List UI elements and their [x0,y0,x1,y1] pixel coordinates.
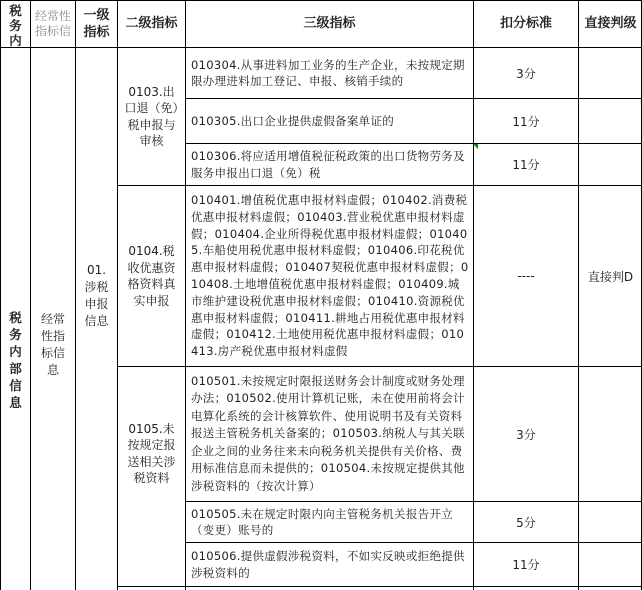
direct-row-010306 [579,144,642,185]
vline-2 [75,0,76,590]
header-col6: 直接判级 [584,16,637,31]
l3-row-010501: 010501.未按规定时限报送财务会计制度或财务处理办法；010502.使用计算机记账，未在使用前将会计电算化系统的会计核算软件、使用说明书及有关资料报送主管税务机关备案的；010503.纳税人与其关联企业之间的业务往来未向税务机关提供有关价格、费用标准信息而未提供的；010504.未按规定提供其他涉税资料的（按次计算） [191,373,465,493]
deduct-row-010505: 5分 [516,515,536,530]
vline-6 [578,0,579,590]
deduct-row-010306: 11分 [512,158,540,172]
vline-5 [473,0,474,590]
level2-cell-0105: 0105.未按规定报送相关涉税资料 [127,421,176,485]
vline-4 [185,0,186,590]
header-col4: 三级指标 [303,16,356,31]
hline-r1 [185,98,642,99]
hline-r2 [185,143,642,144]
l3-row-010506: 010506.提供虚假涉税资料，不如实反映或拒绝提供涉税资料的 [191,549,465,580]
hline-r7 [117,586,642,587]
vline-1 [30,0,31,590]
group-cell [31,48,75,590]
hline-r5 [185,501,642,502]
hline-r4 [117,366,642,367]
category-label: 税务内部信息 [9,310,22,410]
deduct-row-010305: 11分 [512,114,540,129]
header-col1: 经常性指标信 [34,9,71,38]
direct-row-010505 [579,502,642,542]
level1-label: 01.涉税申报信息 [84,263,109,328]
direct-row-010304 [579,48,642,98]
l3-row-010305: 010305.出口企业提供虚假备案单证的 [191,113,395,128]
deduct-row-010501: 3分 [516,427,536,442]
deduct-row-010506: 11分 [512,558,540,572]
deduct-row-0104: ---- [517,269,535,283]
direct-row-010506 [579,543,642,586]
hline-header [0,47,642,48]
comment-marker [473,144,478,149]
l3-row-010306: 010306.将应适用增值税征税政策的出口货物劳务及服务申报出口退（免）税 [191,149,465,180]
direct-row-0104: 直接判D [587,269,634,284]
hline-top [0,0,642,1]
level1-cell [76,48,117,590]
header-col0: 税务内 [9,2,22,48]
vline-0 [0,0,1,590]
direct-row-010305 [579,99,642,143]
direct-row-010501 [579,367,642,501]
header-col2: 一级指标 [83,8,110,40]
header-col5: 扣分标准 [499,16,552,31]
vline-3 [117,0,118,590]
l3-row-010304: 010304.从事进料加工业务的生产企业，未按规定期限办理进料加工登记、申报、核销手续的 [191,57,465,88]
group-label: 经常性指标信息 [40,312,65,377]
l3-row-010505: 010505.未在规定时限内向主管税务机关报告开立（变更）账号的 [191,506,454,537]
header-col3: 二级指标 [125,16,178,31]
category-cell [1,48,30,590]
level2-cell-0103: 0103.出口退（免）税申报与审核 [124,84,179,148]
hline-r6 [185,542,642,543]
deduct-row-010304: 3分 [516,66,536,81]
level2-cell-0104: 0104.税收优惠资格资料真实申报 [127,244,176,308]
hline-r3 [117,185,642,186]
l3-row-0104: 010401.增值税优惠申报材料虚假；010402.消费税优惠申报材料虚假；010403.营业税优惠申报材料虚假；010404.企业所得税优惠申报材料虚假；010405.车船使用税优惠申报材料虚假；010406.印花税优惠申报材料虚假；010407契税优惠申报材料虚假；010408.土地增值税优惠申报材料虚假；010409.城市维护建设税优惠申报材料虚假；010410.资源税优惠申报材料虚假；010411.耕地占用税优惠申报材料虚假；010412.土地使用税优惠申报材料虚假；010413.房产税优惠申报材料虚假 [191,193,469,359]
